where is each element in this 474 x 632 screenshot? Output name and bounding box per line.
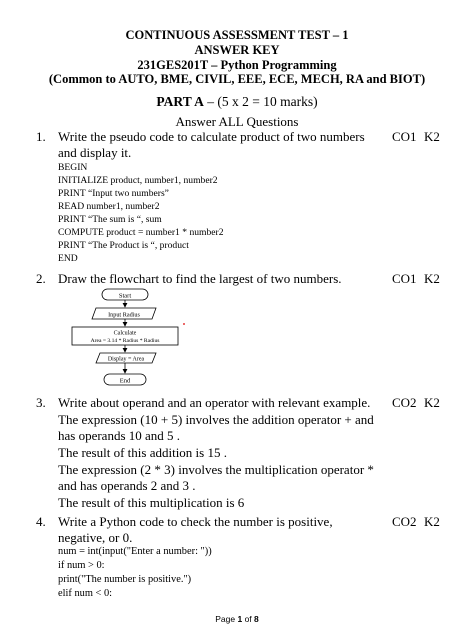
instruction: Answer ALL Questions bbox=[175, 114, 299, 129]
input-label: Input Radius bbox=[108, 311, 140, 319]
course-outcome: CO1 bbox=[392, 129, 417, 144]
flowchart bbox=[60, 286, 190, 392]
current-page: 1 bbox=[237, 614, 243, 624]
course-outcome: CO2 bbox=[392, 395, 417, 410]
question-text: Write about operand and an operator with relevant example. bbox=[58, 395, 371, 410]
code-line: print("The number is positive.") bbox=[58, 574, 192, 585]
question-text: Draw the flowchart to find the largest of two numbers. bbox=[58, 271, 342, 286]
start-label: Start bbox=[118, 292, 132, 300]
question-number: 2. bbox=[36, 271, 46, 286]
end-label: End bbox=[119, 377, 131, 385]
pseudo-code-line: READ number1, number2 bbox=[58, 201, 160, 212]
code-line: elif num < 0: bbox=[58, 588, 113, 599]
part-heading bbox=[0, 94, 474, 110]
part-marks: – (5 x 2 = 10 marks) bbox=[203, 94, 318, 109]
pseudo-code-line: PRINT “The Product is “, product bbox=[58, 240, 189, 251]
code-line: if num > 0: bbox=[58, 560, 105, 571]
exam-title: CONTINUOUS ASSESSMENT TEST – 1 bbox=[125, 28, 349, 42]
part-title: PART A bbox=[156, 94, 204, 109]
pseudo-code-line: PRINT “Input two numbers” bbox=[58, 188, 169, 199]
answer-key-heading: ANSWER KEY bbox=[194, 43, 280, 57]
question-number: 4. bbox=[36, 514, 46, 529]
pseudo-code-line: END bbox=[58, 253, 78, 264]
departments-line: (Common to AUTO, BME, CIVIL, EEE, ECE, MECH, RA and BIOT) bbox=[48, 72, 426, 86]
question-text: Write the pseudo code to calculate product of two numbers and display it. bbox=[58, 129, 365, 160]
knowledge-level: K2 bbox=[424, 271, 440, 286]
answer-paragraph: The expression (2 * 3) involves the multiplication operator * and has operands 2 and 3 . bbox=[58, 462, 374, 493]
pseudo-code-line: COMPUTE product = number1 * number2 bbox=[58, 227, 224, 238]
question-number: 3. bbox=[36, 395, 46, 410]
process-label-line2: Area = 3.14 * Radius * Radius bbox=[90, 338, 160, 344]
knowledge-level: K2 bbox=[424, 129, 440, 144]
answer-paragraph: The result of this addition is 15 . bbox=[58, 445, 227, 460]
course-title: 231GES201T – Python Programming bbox=[137, 58, 337, 72]
pseudo-code-line: BEGIN bbox=[58, 162, 88, 173]
code-line: num = int(input("Enter a number: ")) bbox=[58, 546, 212, 557]
knowledge-level: K2 bbox=[424, 395, 440, 410]
question-text: Write a Python code to check the number is positive, negative, or 0. bbox=[58, 514, 333, 545]
answer-paragraph: The expression (10 + 5) involves the addition operator + and has operands 10 and 5 . bbox=[58, 412, 374, 443]
course-outcome: CO2 bbox=[392, 514, 417, 529]
page-footer bbox=[0, 614, 474, 624]
total-pages: 8 bbox=[254, 614, 259, 624]
page-of: of bbox=[242, 614, 255, 624]
red-dot bbox=[183, 323, 185, 325]
page-prefix: Page bbox=[215, 614, 238, 624]
display-label: Display = Area bbox=[107, 356, 145, 363]
question-number: 1. bbox=[36, 129, 46, 144]
pseudo-code-line: PRINT “The sum is “, sum bbox=[58, 214, 162, 225]
course-outcome: CO1 bbox=[392, 271, 417, 286]
answer-paragraph: The result of this multiplication is 6 bbox=[58, 495, 245, 510]
process-label-line1: Calculate bbox=[113, 330, 137, 337]
knowledge-level: K2 bbox=[424, 514, 440, 529]
pseudo-code-line: INITIALIZE product, number1, number2 bbox=[58, 175, 218, 186]
